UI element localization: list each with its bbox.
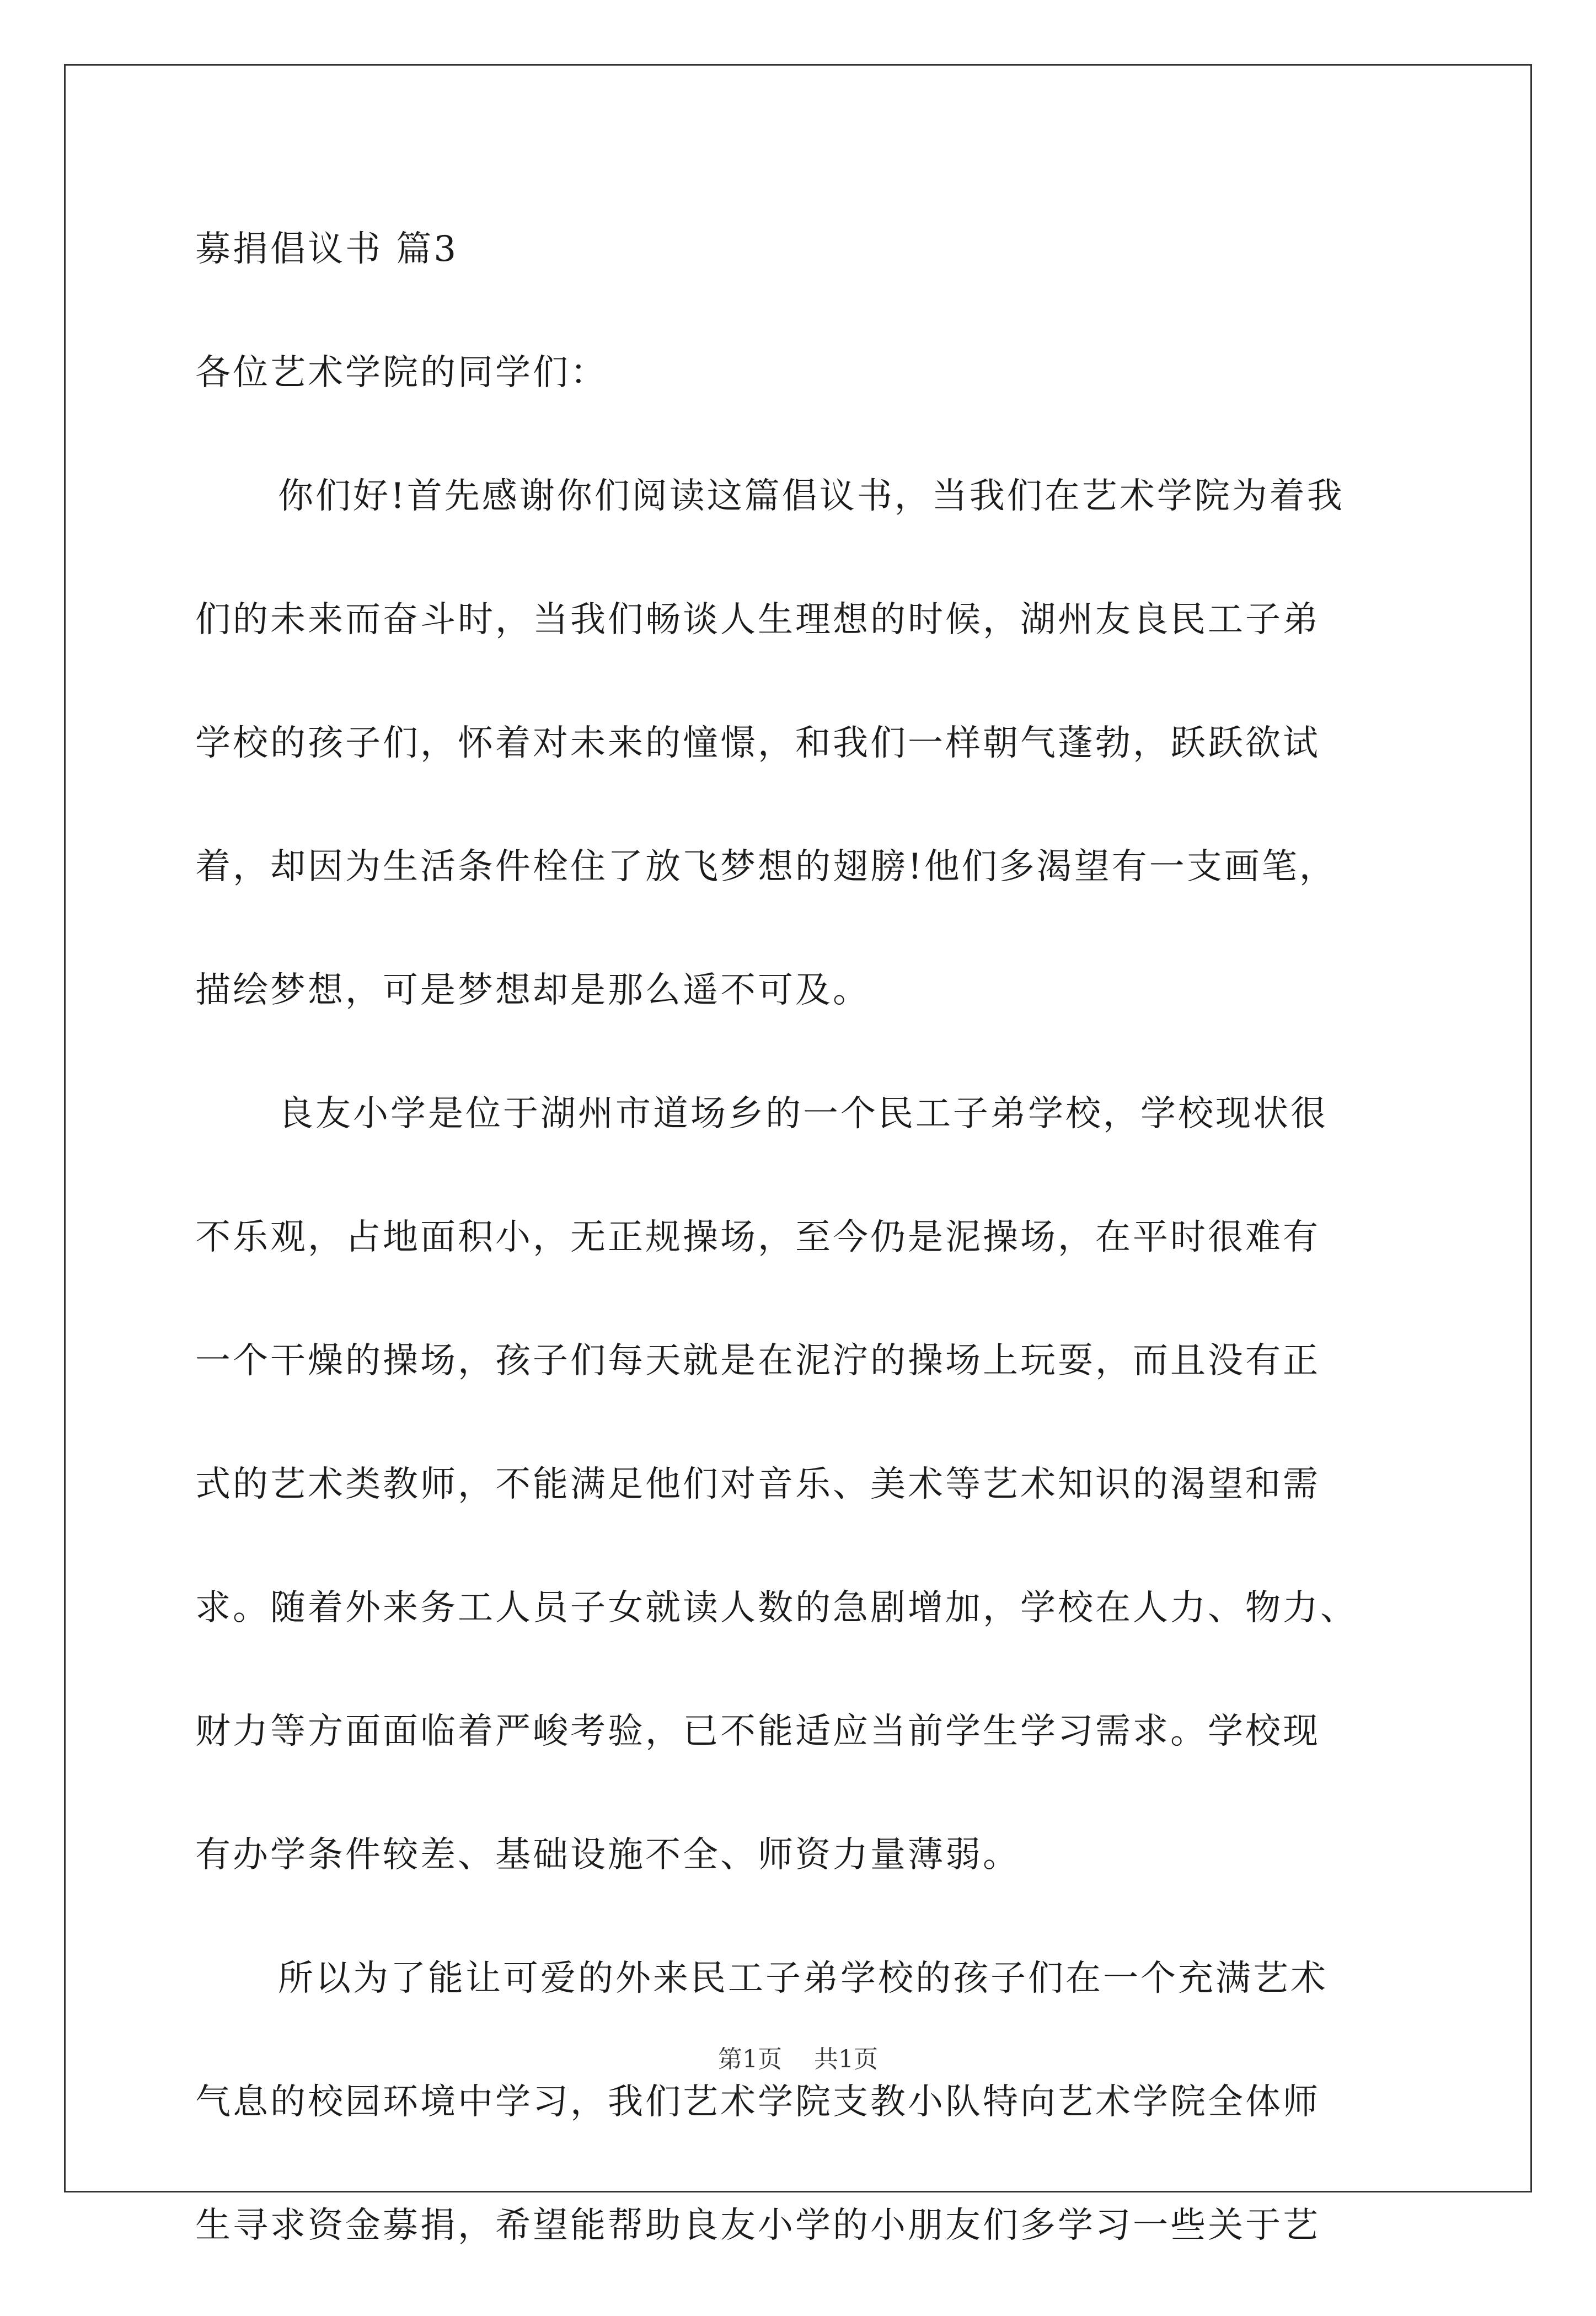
page-number: 第1页	[718, 2045, 782, 2073]
paragraph-line: 生寻求资金募捐，希望能帮助良友小学的小朋友们多学习一些关于艺	[195, 2205, 1320, 2246]
paragraph-line: 一个干燥的操场，孩子们每天就是在泥泞的操场上玩耍，而且没有正	[195, 1341, 1320, 1381]
paragraph-line: 求。随着外来务工人员子女就读人数的急剧增加，学校在人力、物力、	[195, 1588, 1358, 1628]
paragraph-line: 着，却因为生活条件栓住了放飞梦想的翅膀!他们多渴望有一支画笔，	[195, 846, 1337, 887]
salutation: 各位艺术学院的同学们：	[195, 352, 608, 393]
paragraph-line: 你们好!首先感谢你们阅读这篇倡议书，当我们在艺术学院为着我	[278, 476, 1345, 517]
page-footer	[0, 2043, 1596, 2076]
document-heading: 募捐倡议书 篇3	[195, 229, 459, 270]
paragraph-line: 式的艺术类教师，不能满足他们对音乐、美术等艺术知识的渴望和需	[195, 1464, 1320, 1505]
paragraph-line: 气息的校园环境中学习，我们艺术学院支教小队特向艺术学院全体师	[195, 2082, 1320, 2122]
paragraph-line: 不乐观，占地面积小，无正规操场，至今仍是泥操场，在平时很难有	[195, 1217, 1320, 1258]
document-body	[195, 216, 1453, 2316]
paragraph-line: 财力等方面面临着严峻考验，已不能适应当前学生学习需求。学校现	[195, 1711, 1320, 1752]
page-total: 共1页	[814, 2045, 878, 2073]
paragraph-line: 描绘梦想，可是梦想却是那么遥不可及。	[195, 970, 870, 1011]
paragraph-line: 学校的孩子们，怀着对未来的憧憬，和我们一样朝气蓬勃，跃跃欲试	[195, 723, 1320, 764]
paragraph-line: 所以为了能让可爱的外来民工子弟学校的孩子们在一个充满艺术	[278, 1958, 1328, 1999]
paragraph-line: 有办学条件较差、基础设施不全、师资力量薄弱。	[195, 1835, 1020, 1875]
paragraph-line: 良友小学是位于湖州市道场乡的一个民工子弟学校，学校现状很	[278, 1093, 1328, 1134]
paragraph-line: 们的未来而奋斗时，当我们畅谈人生理想的时候，湖州友良民工子弟	[195, 599, 1320, 640]
